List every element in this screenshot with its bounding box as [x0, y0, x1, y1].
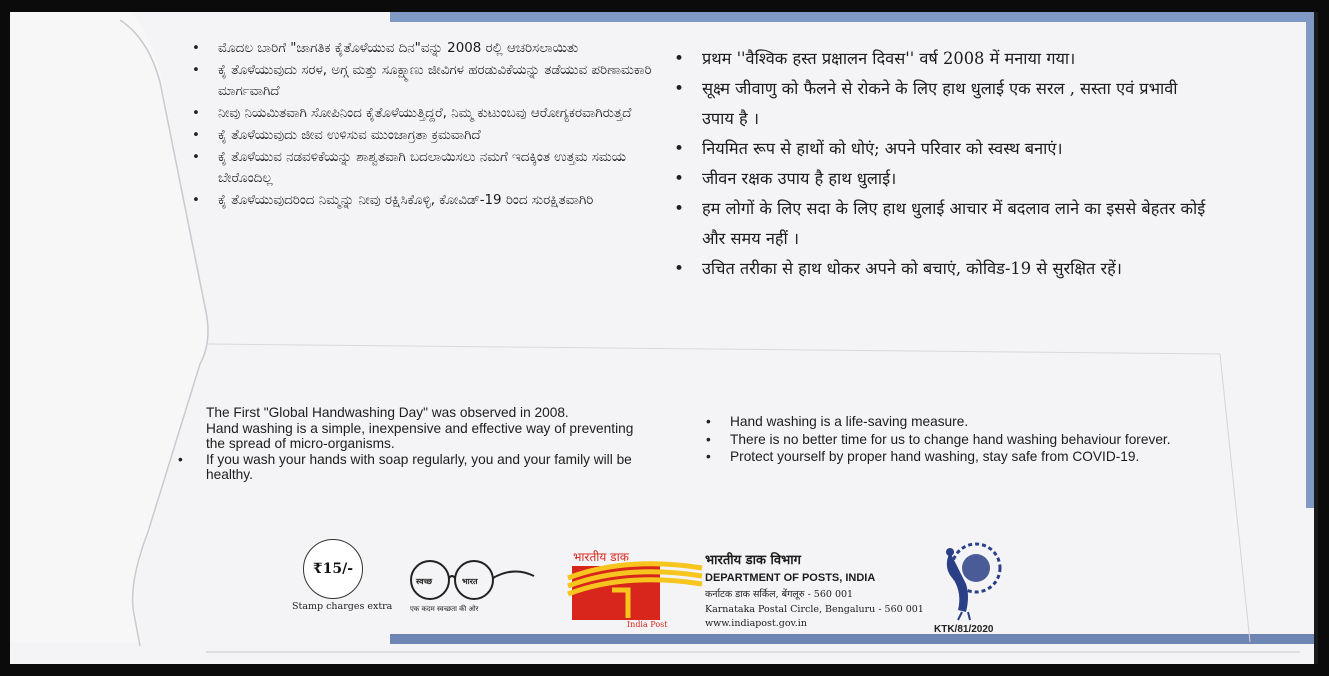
hindi-point: • प्रथम ''वैश्विक हस्त प्रक्षालन दिवस'' वर्ष 2008 में मनाया गया। [672, 44, 1212, 74]
kannada-point: • ಕೈ ತೊಳೆಯುವುದು ಸರಳ, ಅಗ್ಗ ಮತ್ತು ಸೂಕ್ಷ್ಮಾಣು ಜೀವಿಗಳ ಹರಡುವಿಕೆಯನ್ನು ತಡೆಯುವ ಪರಿಣಾಮಕಾರಿ ಮಾರ್ಗವಾಗಿದೆ [188, 60, 658, 102]
english-point: • Protect yourself by proper hand washing, stay safe from COVID-19. [706, 449, 1206, 465]
stamp-price-caption: Stamp charges extra [292, 601, 393, 612]
swachh-caption: एक कदम स्वच्छता की ओर [410, 605, 479, 613]
website: www.indiapost.gov.in [705, 618, 807, 629]
english-point: • Hand washing is a life-saving measure. [706, 414, 1206, 430]
kannada-points [188, 38, 658, 212]
department-block [705, 552, 924, 631]
dept-hindi: भारतीय डाक विभाग [705, 553, 801, 568]
hindi-point: • नियमित रूप से हाथों को धोएं; अपने परिवार को स्वस्थ बनाएं। [672, 134, 1212, 164]
swachh-label-left: स्वच्छ [416, 576, 433, 586]
hindi-point: • सूक्ष्म जीवाणु को फैलने से रोकने के लिए हाथ धुलाई एक सरल , सस्ता एवं प्रभावी उपाय है । [672, 74, 1212, 134]
hindi-point: • उचित तरीका से हाथ धोकर अपने को बचाएं, कोविड-19 से सुरक्षित रहें। [672, 254, 1212, 284]
circle-hindi: कर्नाटक डाक सर्किल, बेंगलूरु - 560 001 [705, 589, 854, 600]
stamp-price-badge: ₹15/- [303, 539, 363, 599]
kannada-point: • ಮೊದಲ ಬಾರಿಗೆ "ಜಾಗತಿಕ ಕೈತೊಳೆಯುವ ದಿನ"ವನ್ನು 2008 ರಲ್ಲಿ ಆಚರಿಸಲಾಯಿತು [188, 38, 658, 59]
kannada-point: • ಕೈ ತೊಳೆಯುವುದರಿಂದ ನಿಮ್ಮನ್ನು ನೀವು ರಕ್ಷಿಸಿಕೊಳ್ಳಿ, ಕೋವಿಡ್-19 ರಿಂದ ಸುರಕ್ಷಿತವಾಗಿರಿ [188, 190, 658, 211]
english-point: • If you wash your hands with soap regularly, you and your family will be healthy. [206, 452, 646, 483]
hindi-point: • हम लोगों के लिए सदा के लिए हाथ धुलाई आचार में बदलाव लाने का इससे बेहतर कोई और समय नहीं । [672, 194, 1212, 254]
swachh-label-right: भारत [462, 576, 478, 586]
circle-english: Karnataka Postal Circle, Bengaluru - 560 001 [705, 604, 924, 615]
kannada-point: • ನೀವು ನಿಯಮಿತವಾಗಿ ಸೋಪಿನಿಂದ ಕೈತೊಳೆಯುತ್ತಿದ್ದರೆ, ನಿಮ್ಮ ಕುಟುಂಬವು ಆರೋಗ್ಯಕರವಾಗಿರುತ್ತದೆ [188, 103, 658, 124]
english-points-right [706, 414, 1206, 467]
hindi-points [672, 44, 1212, 284]
hindi-point: • जीवन रक्षक उपाय है हाथ धुलाई। [672, 164, 1212, 194]
english-point: Hand washing is a simple, inexpensive and effective way of preventing the spread of micro-organisms. [206, 420, 634, 451]
indiapost-hindi-label: भारतीय डाक [573, 550, 629, 564]
english-points-left [206, 405, 646, 483]
dept-english: DEPARTMENT OF POSTS, INDIA [705, 572, 876, 584]
peacock-emblem-icon [936, 540, 1010, 622]
cover-code: KTK/81/2020 [934, 624, 994, 635]
india-post-logo-icon [556, 560, 704, 624]
english-point: • There is no better time for us to change hand washing behaviour forever. [706, 432, 1206, 448]
indiapost-caption: India Post [627, 620, 668, 629]
kannada-point: • ಕೈ ತೊಳೆಯುವ ನಡವಳಿಕೆಯನ್ನು ಶಾಶ್ವತವಾಗಿ ಬದಲಾಯಿಸಲು ನಮಗೆ ಇದಕ್ಕಿಂತ ಉತ್ತಮ ಸಮಯ ಬೇರೊಂದಿಲ್ಲ [188, 147, 658, 189]
english-point: The First "Global Handwashing Day" was observed in 2008. [206, 405, 569, 420]
kannada-point: • ಕೈ ತೊಳೆಯುವುದು ಜೀವ ಉಳಿಸುವ ಮುಂಜಾಗ್ರತಾ ಕ್ರಮವಾಗಿದೆ [188, 125, 658, 146]
